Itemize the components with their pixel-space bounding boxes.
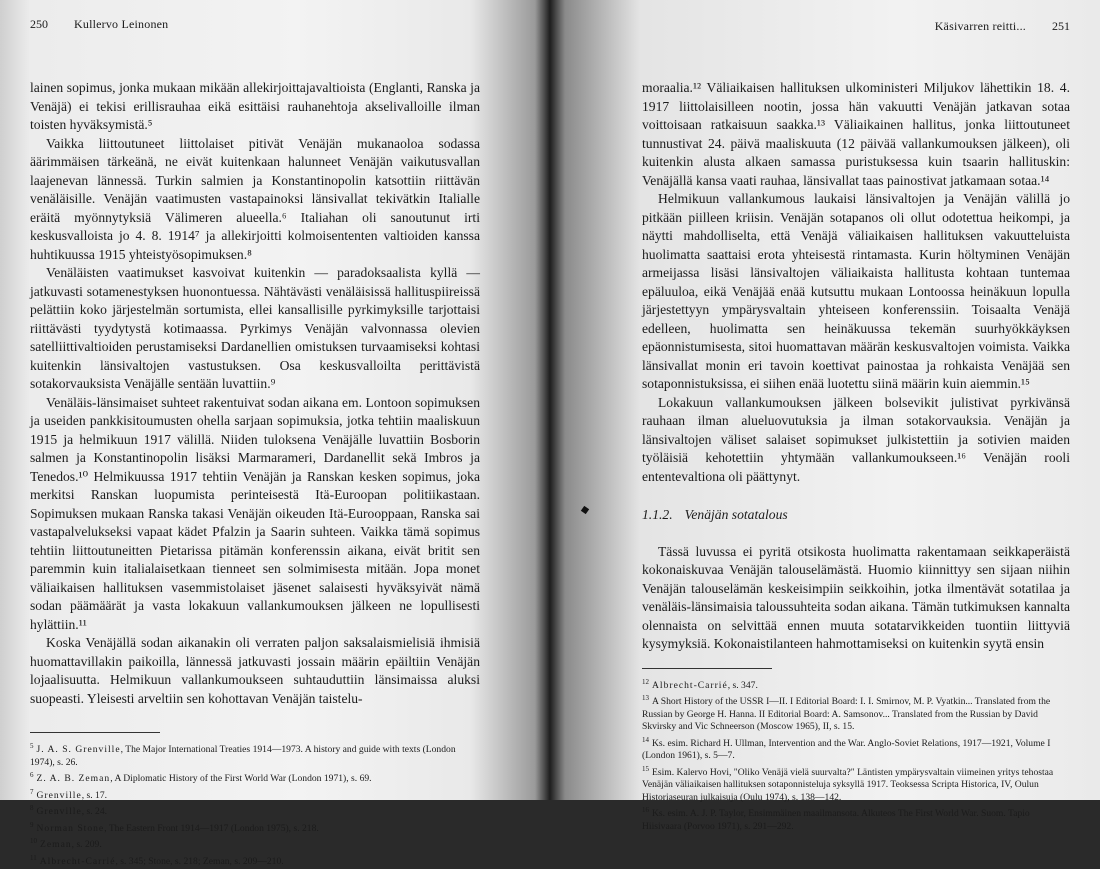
left-page: [0, 0, 540, 868]
footnote: $^8$ Grenville, s. 24.: [30, 804, 108, 818]
page-number: 250: [30, 17, 48, 31]
section-title: Venäjän sotatalous: [684, 507, 788, 522]
paragraph: Helmikuun vallankumous laukaisi länsivaltojen ja Venäjän välillä jo pitkään piilleen kriisin. Venäjän sotapanos oli ollut odotettua heikompi, ja näytti mahdolliselta, että Venäjä väliaikaisen hallituksen vakuutteluista huolimatta saattaisi erota yhteisestä rintamasta. Kurin höltyminen Venäjän armeijassa lisäsi länsivaltojen väliaikaista hallitusta kohtaan tuntemaa epäluuloa, eikä Venäjää enää kutsuttu mukaan Lontoossa heinäkuun lopulla järjestettyyn ympärysvaltain yhteiseen konferenssiin. Toisaalta Venäjä edelleen, huolimatta sen heinäkuussa tekemän suurhyökkäyksen epäonnistumisesta, sitoi huomattavan määrän keskusvaltojen voimista. Vaikka länsivallat monin eri tavoin koettivat painostaa ja rohkaista Venäjää sen sotaponnistuksissa, ei siihen enää luotettu siinä määrin kuin aiemmin.¹⁵: [642, 191, 1070, 391]
running-head: Kullervo Leinonen: [74, 17, 169, 31]
paragraph: moraalia.¹² Väliaikaisen hallituksen ulkoministeri Miljukov lähettikin 18. 4. 1917 liittolaisilleen nootin, jossa hän vakuutti Venäjän jatkavan sotaa voittoisaan ratkaisuun saakka.¹³ Väliaikainen hallitus, jonka liittoutuneet tunnustivat 24. päivä maaliskuuta (12 päivää vallankumouksen jälkeen), oli kuitenkin alusta alkaen samassa puristuksessa kuin tsaarin hallituskin: Venäjällä kansa vaati rauhaa, länsivallat taas painostivat jatkamaan sotaa.¹⁴: [642, 80, 1070, 188]
page-number: 251: [1052, 19, 1070, 33]
left-body-text: [30, 79, 480, 708]
footnote: $^{13}$ A Short History of the USSR I—II. I Editorial Board: I. I. Smirnov, M. P. Vyatkin... Translated from the Russian by George H. Hanna. II Editorial Board: A. Samsonov... Translated from the Russian by David Skvirsky and Vic Schneerson (Moscow 1965), II, s. 15.: [642, 694, 1051, 733]
footnote: $^5$ J. A. S. Grenville, The Major International Treaties 1914—1973. A history and guide with texts (London 1974), s. 26.: [30, 742, 456, 768]
right-page: [560, 0, 1100, 832]
paragraph: Venäläisten vaatimukset kasvoivat kuitenkin — paradoksaalista kyllä — jatkuvasti sotamenestyksen huonontuessa. Nähtävästi venäläisissä hallituspiireissä pelättiin koko järjestelmän sortumista, ellei kansallisille pyrkimyksille tarjottaisi riittävästi tyydytystä kotimaassa. Pyrkimys Venäjän valvonnassa olevien satelliittivaltioiden perustamiseksi Dardanellien omistuksen turvaamiseksi kohtasi kuitenkin länsivaltojen vastustuksen. Osa keskusvalloilta perittävistä sotakorvauksista Venäjälle sentään luvattiin.⁹: [30, 265, 480, 391]
left-footnotes: [30, 740, 480, 869]
footnote: $^7$ Grenville, s. 17.: [30, 787, 108, 801]
footnote: $^6$ Z. A. B. Zeman, A Diplomatic History of the First World War (London 1971), s. 69.: [30, 771, 372, 785]
paragraph: lainen sopimus, jonka mukaan mikään allekirjoittajavaltioista (Englanti, Ranska ja Venäjä) ei tekisi erillisrauhaa eikä esittäisi rauhanehtoja akselivalloille ilman toisten hyväksymistä.⁵: [30, 80, 480, 132]
footnote: $^{15}$ Esim. Kalervo Hovi, "Oliko Venäjä vielä suurvalta?" Läntisten ympärysvaltain viimeinen yritys tehostaa Venäjän väliaikaisen hallituksen sotaponnisteluja syksyllä 1917. Teoksessa Scripta Historica, IV, Oulun Historiaseuran julkaisuja (Oulu 1974), s. 138—142.: [642, 764, 1054, 803]
section-heading: [642, 506, 1070, 525]
footnote-divider: [30, 732, 160, 733]
running-head: Käsivarren reitti...: [934, 19, 1026, 33]
paragraph: Venäläis-länsimaiset suhteet rakentuivat sodan aikana em. Lontoon sopimuksen ja useiden pankkisitoumusten ohella sarjaan sopimuksia, jotka tehtiin maaliskuun 1915 ja helmikuun 1917 välillä. Niiden tuloksena Venäjälle luvattiin Bosborin salmen ja Konstantinopolin lisäksi Marmarameri, Dardanellit sekä Imbros ja Tenedos.¹⁰ Helmikuussa 1917 tehtiin Venäjän ja Ranskan kesken sopimus, joka merkitsi Ranskan luopumista perinteisestä Itä-Euroopan politiikastaan. Sopimuksen mukaan Ranska takasi Venäjän oikeuden Itä-Eurooppaan, Ranska sai vastapalvelukseksi vapaat kädet Pfalzin ja Saarin suhteen. Vaikka tämä sopimus tehtiin liittoutuneitten Pietarissa pitämän konferenssin aikana, eivät britit sen paremmin kuin italialaisetkaan tienneet sen solmimisesta mitään. Jopa monet väliaikaisen hallituksen vasemmistolaiset jäsenet salaisesti hyväksyivät nämä sodan päämäärät ja vasta lokakuun vallankumouksen jälkeen ne lopullisesti hylättiin.¹¹: [30, 394, 480, 632]
right-footnotes: [642, 676, 1070, 833]
footnote: $^{14}$ Ks. esim. Richard H. Ullman, Intervention and the War. Anglo-Soviet Relations, 1917—1921, Volume I (London 1961), s. 5—7.: [642, 735, 1051, 762]
footnote-divider: [642, 668, 772, 669]
footnote: $^{10}$ Zeman, s. 209.: [30, 837, 102, 851]
paragraph: Lokakuun vallankumouksen jälkeen bolsevikit julistivat pyrkivänsä rauhaan ilman alueluovutuksia ja ilman sotakorvauksia. Venäjän ja länsivaltojen väliset salaiset sopimukset julkistettiin ja sotivien maiden työläisiä kehotettiin yhtymään vallankumoukseen.¹⁶ Venäjän rooli ententevaltiona oli päättynyt.: [642, 394, 1070, 484]
paragraph: Koska Venäjällä sodan aikanakin oli verraten paljon saksalaismielisiä ihmisiä huomattavillakin paikoilla, lännessä jatkuvasti jossain määrin epäiltiin Venäjän lojaalisuutta. Helmikuun vallankumoukseen suhtauduttiin länsimaissa aluksi suopeasti. Yleisesti arveltiin sen kohottavan Venäjän taistelu-: [30, 635, 480, 706]
paragraph: Vaikka liittoutuneet liittolaiset pitivät Venäjän mukanaoloa sodassa äärimmäisen tärkeänä, ne eivät kuitenkaan halunneet Venäjän vaikutusvallan laajenevan lännessä. Turkin salmien ja Konstantinopolin katsottiin riittävän venäläisille. Venäjän vaatimusten vastapainoksi länsivallat tekivätkin Italialle eräitä myönnytyksiä Välimeren alueella.⁶ Italiahan oli sanoutunut irti keskusvalloista jo 4. 8. 1914⁷ ja allekirjoitti kolmoisententen valtioiden kanssa huhtikuussa 1915 yhteistyösopimuksen.⁸: [30, 135, 480, 262]
right-body-text: [642, 79, 1070, 654]
footnote: $^9$ Norman Stone, The Eastern Front 1914—1917 (London 1975), s. 218.: [30, 820, 319, 834]
section-number: 1.1.2.: [642, 507, 673, 522]
paragraph: Tässä luvussa ei pyritä otsikosta huolimatta rakentamaan seikkaperäistä kokonaiskuvaa Venäjän talouselämästä. Huomio kiinnittyy sen sijaan niihin Venäjän talouselämän keskeisimpiin seikkoihin, jotka ilmentävät sotatilaa ja venäläis-länsimaisia taloussuhteita sodan aikana. Tämän tutkimuksen kannalta olennaista on selvittää ennen muuta sotatarvikkeiden tuontiin liittyviä kysymyksiä. Kokonaistilanteen hahmottamiseksi on kuitenkin syytä ensin: [642, 543, 1070, 651]
footnote: $^{16}$ Ks. esim. A. J. P. Taylor, Ensimmäinen maailmansota. Alkuteos The First World War. Suom. Tapio Hiisivaara (Porvoo 1971), s. 291—292.: [642, 805, 1030, 832]
right-page-header: [642, 19, 1070, 35]
footnote: $^{11}$ Albrecht-Carrié, s. 345; Stone, s. 218; Zeman, s. 209—210.: [30, 853, 284, 868]
footnote: $^{12}$ Albrecht-Carrié, s. 347.: [642, 677, 758, 691]
left-page-header: [30, 17, 480, 33]
